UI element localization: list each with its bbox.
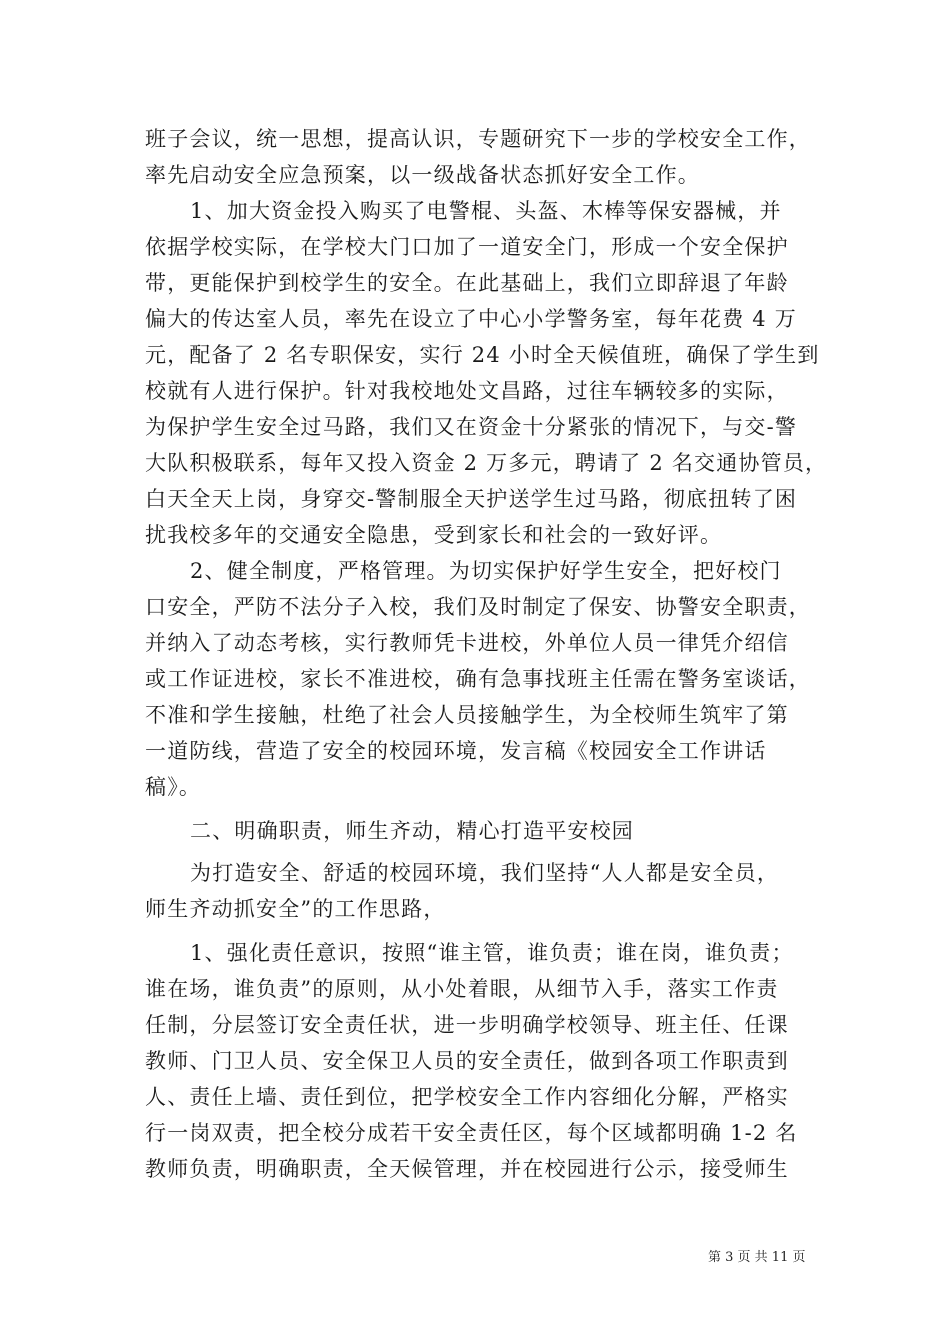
text-line: 并纳入了动态考核，实行教师凭卡进校，外单位人员一律凭介绍信 [145,631,789,655]
text-line: 偏大的传达室人员，率先在设立了中心小学警务室，每年花费 4 万 [145,307,797,331]
text-line: 带，更能保护到校学生的安全。在此基础上，我们立即辞退了年龄 [145,271,789,295]
text-line: 依据学校实际，在学校大门口加了一道安全门，形成一个安全保护 [145,235,789,259]
text-line: 行一岗双责，把全校分成若干安全责任区，每个区域都明确 1-2 名 [145,1121,798,1145]
text-line: 1、强化责任意识，按照“谁主管，谁负责；谁在岗，谁负责； [190,941,794,965]
text-line: 教师负责，明确职责，全天候管理，并在校园进行公示，接受师生 [145,1157,789,1181]
text-line: 为打造安全、舒适的校园环境，我们坚持“人人都是安全员， [190,861,780,885]
text-line: 教师、门卫人员、安全保卫人员的安全责任，做到各项工作职责到 [145,1049,789,1073]
text-line: 一道防线，营造了安全的校园环境，发言稿《校园安全工作讲话 [145,739,767,763]
text-line: 班子会议，统一思想，提高认识，专题研究下一步的学校安全工作， [145,127,811,151]
text-line: 稿》。 [145,775,202,799]
text-line: 元，配备了 2 名专职保安，实行 24 小时全天候值班，确保了学生到 [145,343,820,367]
text-line: 谁在场，谁负责”的原则，从小处着眼，从细节入手，落实工作责 [145,977,779,1001]
text-line: 口安全，严防不法分子入校，我们及时制定了保安、协警安全职责， [145,595,811,619]
text-line: 校就有人进行保护。针对我校地处文昌路，过往车辆较多的实际， [145,379,789,403]
section-heading: 二、明确职责，师生齐动，精心打造平安校园 [190,819,634,843]
text-line: 白天全天上岗，身穿交-警制服全天护送学生过马路，彻底扭转了困 [145,487,798,511]
text-line: 或工作证进校，家长不准进校，确有急事找班主任需在警务室谈话， [145,667,811,691]
text-line: 不准和学生接触，杜绝了社会人员接触学生，为全校师生筑牢了第 [145,703,789,727]
text-line: 人、责任上墙、责任到位，把学校安全工作内容细化分解，严格实 [145,1085,789,1109]
text-line: 为保护学生安全过马路，我们又在资金十分紧张的情况下，与交-警 [145,415,798,439]
text-line: 率先启动安全应急预案，以一级战备状态抓好安全工作。 [145,163,700,187]
text-line: 2、健全制度，严格管理。为切实保护好学生安全，把好校门 [190,559,782,583]
text-line: 师生齐动抓安全”的工作思路， [145,897,446,921]
text-line: 1、加大资金投入购买了电警棍、头盔、木棒等保安器械，并 [190,199,782,223]
page-number: 第 3 页 共 11 页 [708,1250,806,1265]
text-line: 任制，分层签订安全责任状，进一步明确学校领导、班主任、任课 [145,1013,789,1037]
text-line: 扰我校多年的交通安全隐患，受到家长和社会的一致好评。 [145,523,723,547]
text-line: 大队积极联系，每年又投入资金 2 万多元，聘请了 2 名交通协管员， [145,451,828,475]
